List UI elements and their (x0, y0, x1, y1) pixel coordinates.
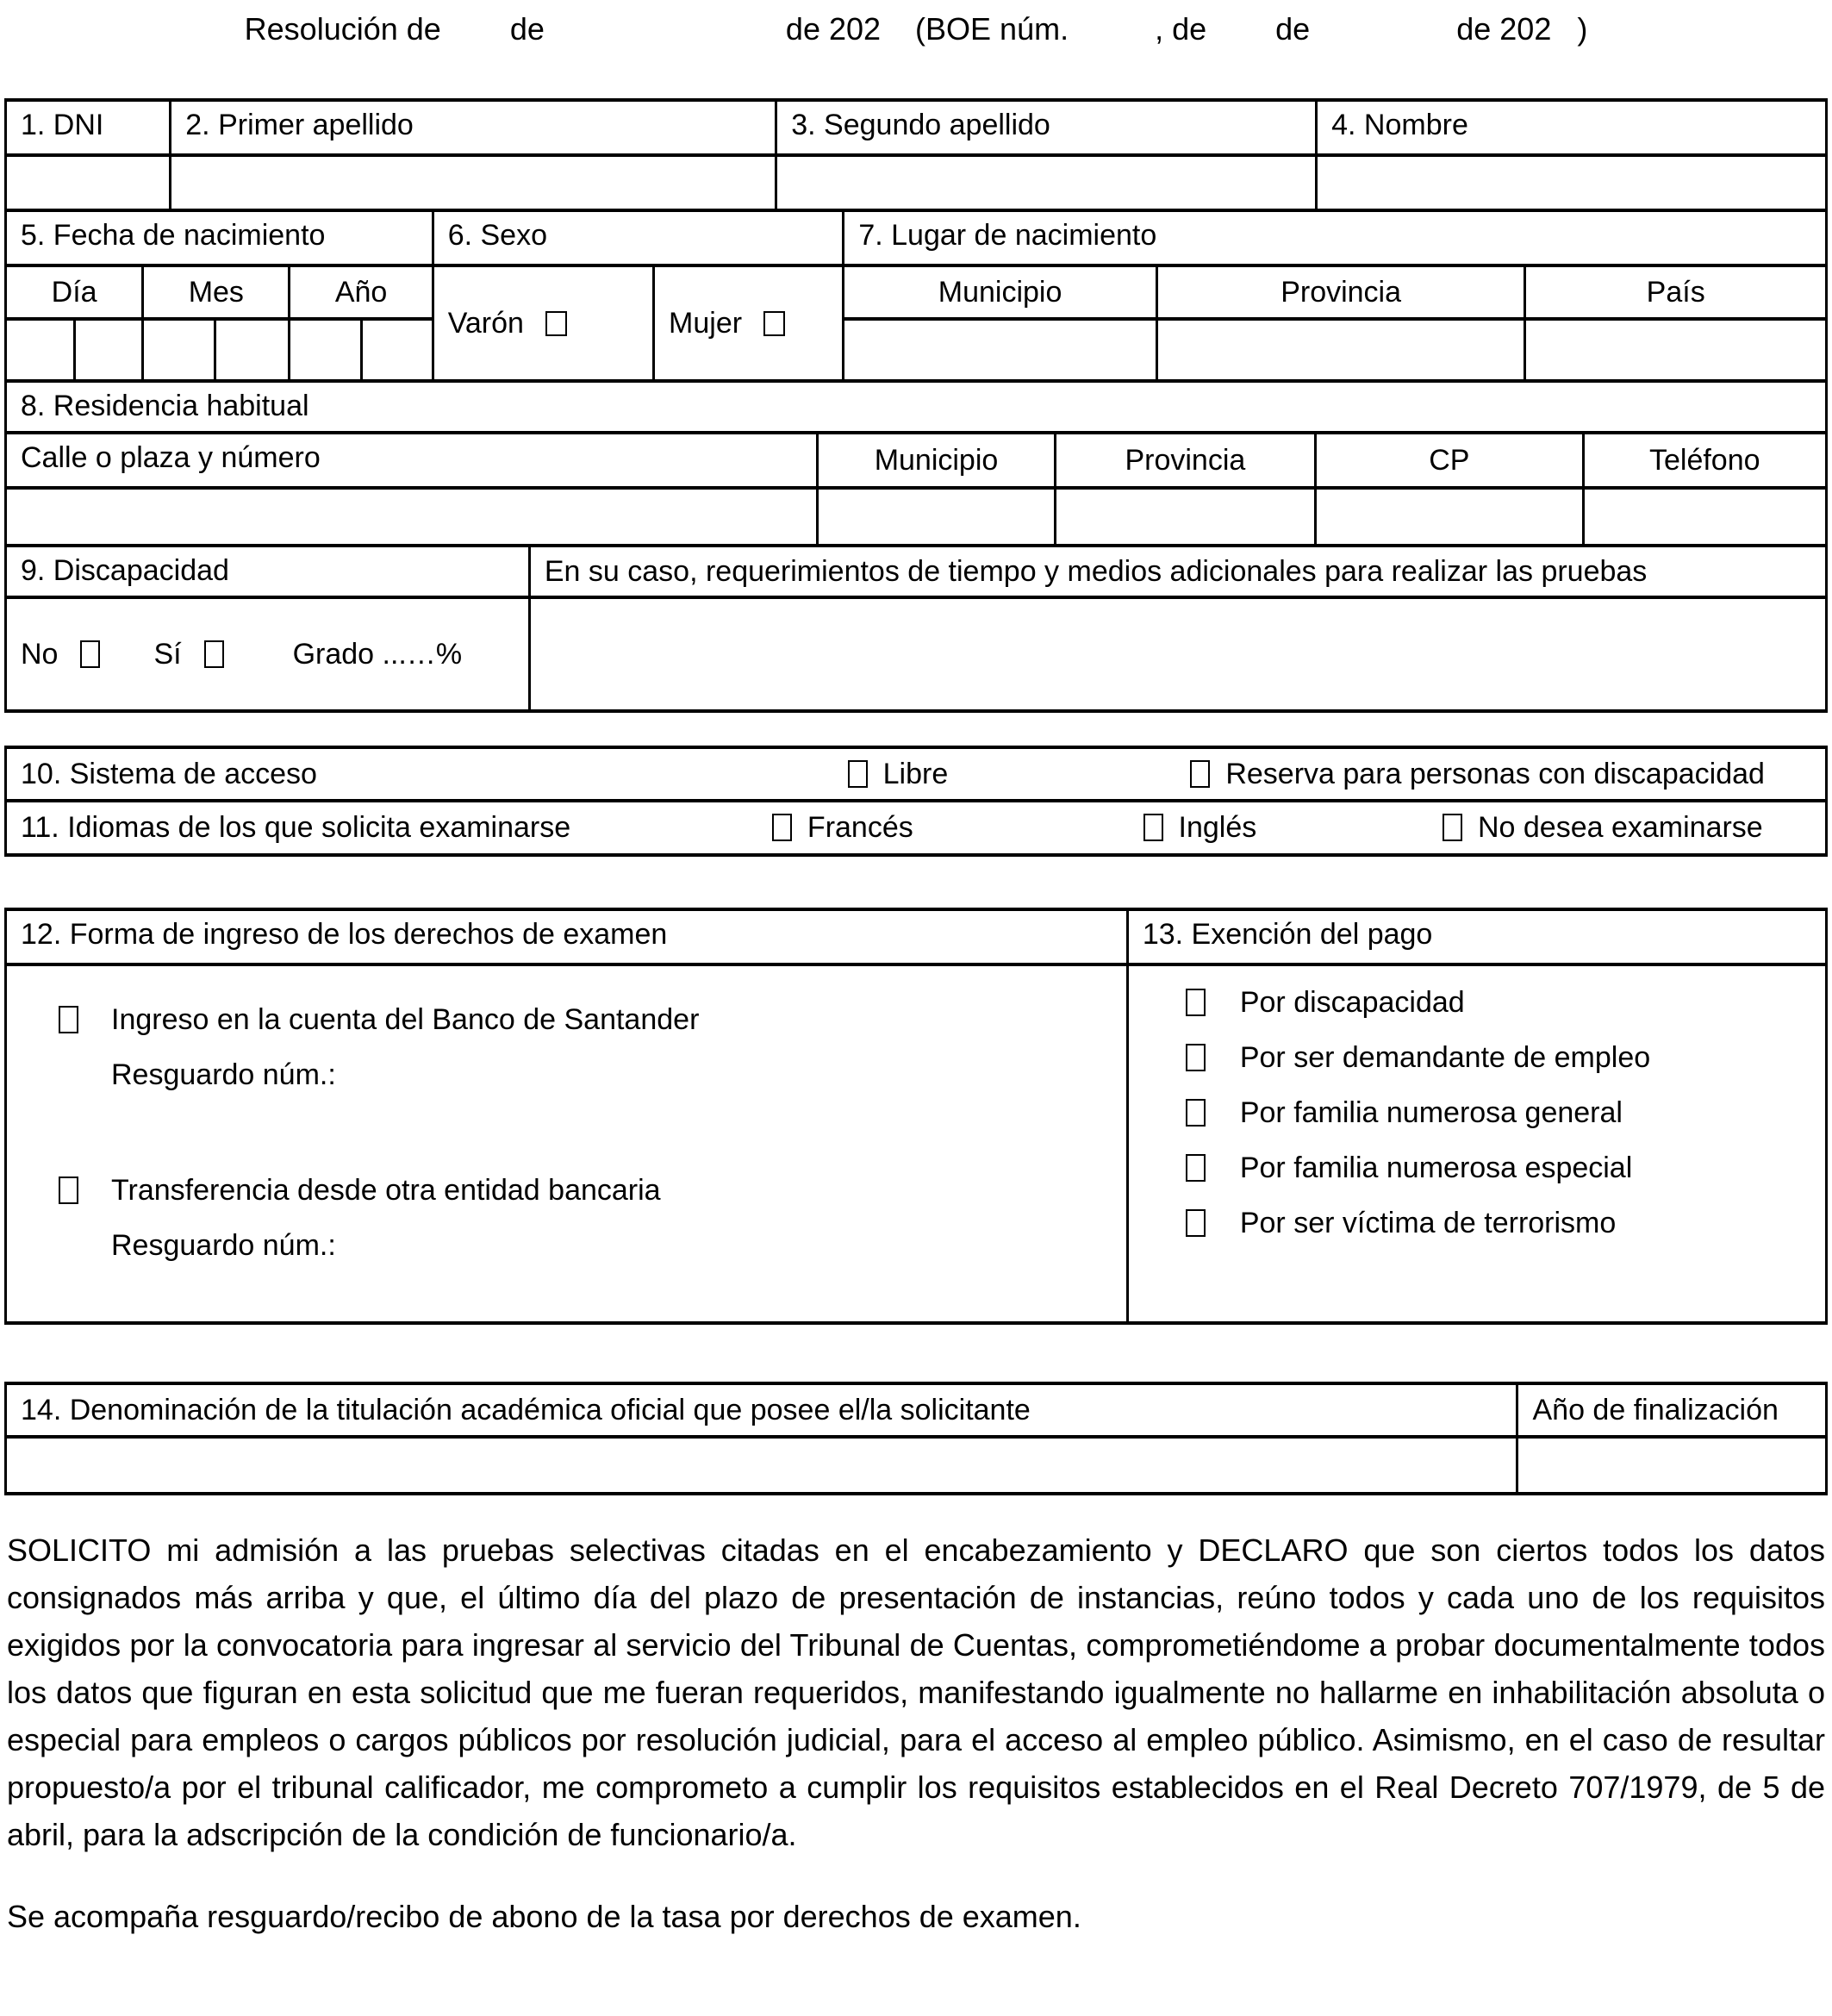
attachment-note: Se acompaña resguardo/recibo de abono de la tasa por derechos de examen. (7, 1899, 1081, 1934)
exemption-title-cell: 13. Exención del pago (1127, 909, 1826, 964)
dni-input-cell[interactable] (6, 155, 171, 210)
payment-transfer-checkbox-icon[interactable] (59, 1177, 78, 1204)
language-french-label: Francés (807, 811, 913, 844)
birth-month-digit-cell[interactable] (215, 319, 290, 381)
access-language-table (4, 746, 1828, 857)
birth-month-digit-cell[interactable] (143, 319, 215, 381)
first-surname-input-cell[interactable] (171, 155, 776, 210)
language-english-cell (1019, 801, 1380, 855)
residence-province-header-cell: Provincia (1055, 433, 1315, 488)
disability-requirements-label-cell: En su caso, requerimientos de tiempo y medios adicionales para realizar las pruebas (529, 546, 1826, 597)
dni-label-cell: 1. DNI (6, 100, 171, 155)
birth-country-input-cell[interactable] (1525, 319, 1827, 381)
language-none-label: No desea examinarse (1477, 811, 1763, 844)
male-label: Varón (447, 306, 524, 340)
payment-transfer-label: Transferencia desde otra entidad bancaria (111, 1173, 661, 1207)
disability-table (4, 544, 1828, 713)
disability-grade-label: Grado ...…% (292, 637, 463, 671)
access-title-cell: 10. Sistema de acceso (6, 747, 666, 801)
male-option-cell (433, 265, 653, 381)
payment-title-cell: 12. Forma de ingreso de los derechos de examen (6, 909, 1128, 964)
language-english-checkbox-icon[interactable] (1143, 814, 1163, 841)
birth-province-input-cell[interactable] (1156, 319, 1525, 381)
birth-municipality-input-cell[interactable] (844, 319, 1156, 381)
birthdate-label-cell: 5. Fecha de nacimiento (6, 210, 433, 265)
disability-no-checkbox-icon[interactable] (80, 640, 100, 668)
access-option-reserva-cell (1130, 747, 1826, 801)
access-libre-label: Libre (882, 757, 949, 790)
exemption-terrorism-victim-checkbox-icon[interactable] (1186, 1209, 1206, 1237)
exemption-disability-checkbox-icon[interactable] (1186, 989, 1206, 1016)
exemption-jobseeker-label: Por ser demandante de empleo (1239, 1040, 1651, 1074)
degree-year-input-cell[interactable] (1517, 1437, 1827, 1494)
residence-cp-header-cell: CP (1316, 433, 1583, 488)
birth-year-digit-cell[interactable] (290, 319, 361, 381)
birth-table (4, 209, 1828, 383)
residence-municipality-header-cell: Municipio (818, 433, 1055, 488)
exemption-options-cell (1127, 964, 1826, 1323)
day-header-cell: Día (6, 265, 143, 319)
application-form-page (0, 10, 1832, 1938)
payment-deposit-receipt-label: Resguardo núm.: (111, 1058, 336, 1091)
degree-year-label-cell: Año de finalización (1517, 1383, 1827, 1437)
degree-table (4, 1382, 1828, 1495)
female-option-cell (654, 265, 844, 381)
exemption-large-family-general-checkbox-icon[interactable] (1186, 1099, 1206, 1127)
street-input-cell[interactable] (6, 488, 818, 546)
residence-cp-input-cell[interactable] (1316, 488, 1583, 546)
language-none-checkbox-icon[interactable] (1443, 814, 1462, 841)
birth-day-digit-cell[interactable] (6, 319, 75, 381)
language-none-cell (1380, 801, 1827, 855)
exemption-large-family-general-label: Por familia numerosa general (1239, 1095, 1623, 1129)
disability-title-cell: 9. Discapacidad (6, 546, 530, 597)
declaration-paragraph: SOLICITO mi admisión a las pruebas selectivas citadas en el encabezamiento y DECLARO que son ciertos todos los datos consignados más arriba y que, el último día del plazo de presentación de instancias, reúno todos y cada uno de los requisitos exigidos por la convocatoria para ingresar al servicio del Tribunal de Cuentas, comprometiéndome a probar documentalmente todos los datos que figuran en esta solicitud que me fueran requeridos, manifestando igualmente no hallarme en inhabilitación absoluta o especial para empleos o cargos públicos por resolución judicial, para el acceso al empleo público. Asimismo, en el caso de resultar propuesto/a por el tribunal calificador, me comprometo a cumplir los requisitos establecidos en el Real Decreto 707/1979, de 5 de abril, para la adscripción de la condición de funcionario/a. (7, 1532, 1825, 1852)
residence-title-cell: 8. Residencia habitual (6, 381, 1827, 433)
residence-phone-input-cell[interactable] (1583, 488, 1826, 546)
month-header-cell: Mes (143, 265, 290, 319)
identity-table (4, 98, 1828, 212)
access-reserva-checkbox-icon[interactable] (1190, 760, 1210, 788)
year-header-cell: Año (290, 265, 433, 319)
payment-deposit-label: Ingreso en la cuenta del Banco de Santander (111, 1002, 700, 1036)
exemption-jobseeker-checkbox-icon[interactable] (1186, 1044, 1206, 1071)
payment-deposit-checkbox-icon[interactable] (59, 1006, 78, 1033)
first-surname-label-cell: 2. Primer apellido (171, 100, 776, 155)
disability-no-label: No (21, 637, 59, 671)
payment-transfer-receipt-label: Resguardo núm.: (111, 1228, 336, 1262)
language-french-cell (666, 801, 1020, 855)
male-checkbox-icon[interactable] (545, 311, 567, 336)
payment-options-cell (6, 964, 1128, 1323)
name-input-cell[interactable] (1317, 155, 1827, 210)
birth-province-header-cell: Provincia (1156, 265, 1525, 319)
birth-day-digit-cell[interactable] (75, 319, 143, 381)
exemption-disability-label: Por discapacidad (1239, 985, 1465, 1019)
residence-phone-header-cell: Teléfono (1583, 433, 1826, 488)
birthplace-label-cell: 7. Lugar de nacimiento (844, 210, 1827, 265)
sex-label-cell: 6. Sexo (433, 210, 844, 265)
female-checkbox-icon[interactable] (763, 311, 785, 336)
payment-exemption-table (4, 908, 1828, 1325)
access-libre-checkbox-icon[interactable] (848, 760, 868, 788)
residence-province-input-cell[interactable] (1055, 488, 1315, 546)
degree-input-cell[interactable] (6, 1437, 1517, 1494)
birth-municipality-header-cell: Municipio (844, 265, 1156, 319)
disability-yes-checkbox-icon[interactable] (204, 640, 224, 668)
disability-yes-label: Sí (153, 637, 182, 671)
name-label-cell: 4. Nombre (1317, 100, 1827, 155)
degree-title-cell: 14. Denominación de la titulación académica oficial que posee el/la solicitante (6, 1383, 1517, 1437)
disability-choice-cell (6, 597, 530, 711)
second-surname-input-cell[interactable] (776, 155, 1317, 210)
language-french-checkbox-icon[interactable] (772, 814, 792, 841)
birth-country-header-cell: País (1525, 265, 1827, 319)
residence-table (4, 379, 1828, 547)
birth-year-digit-cell[interactable] (361, 319, 433, 381)
access-option-libre-cell (666, 747, 1131, 801)
street-label-cell: Calle o plaza y número (6, 433, 818, 488)
second-surname-label-cell: 3. Segundo apellido (776, 100, 1317, 155)
disability-requirements-input-cell[interactable] (529, 597, 1826, 711)
female-label: Mujer (669, 306, 743, 340)
exemption-large-family-special-label: Por familia numerosa especial (1239, 1151, 1633, 1184)
resolution-header-line: Resolución de de de 202 (BOE núm. , de de de 202 ) (244, 11, 1588, 47)
languages-title-cell: 11. Idiomas de los que solicita examinarse (6, 801, 666, 855)
exemption-large-family-special-checkbox-icon[interactable] (1186, 1154, 1206, 1182)
language-english-label: Inglés (1178, 811, 1257, 844)
payment-spacer (59, 1102, 1126, 1163)
access-reserva-label: Reserva para personas con discapacidad (1225, 757, 1765, 790)
residence-municipality-input-cell[interactable] (818, 488, 1055, 546)
exemption-terrorism-victim-label: Por ser víctima de terrorismo (1239, 1206, 1617, 1239)
